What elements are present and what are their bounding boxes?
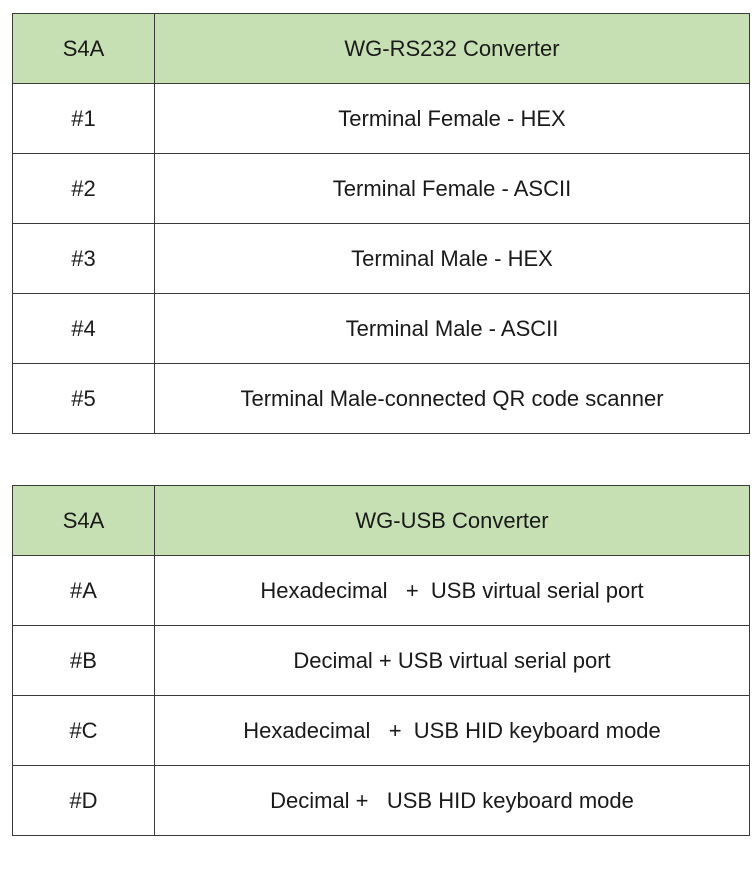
table-row — [13, 556, 750, 626]
table-row — [13, 696, 750, 766]
table-header-row — [13, 14, 750, 84]
table-row — [13, 294, 750, 364]
row-code: #A — [13, 556, 155, 626]
row-mode: Hexadecimal + USB virtual serial port — [155, 556, 750, 626]
table-row — [13, 154, 750, 224]
row-mode: Decimal + USB HID keyboard mode — [155, 766, 750, 836]
header-s4a: S4A — [13, 486, 155, 556]
table-header-row — [13, 486, 750, 556]
header-converter: WG-USB Converter — [155, 486, 750, 556]
row-mode: Terminal Male - HEX — [155, 224, 750, 294]
table-row — [13, 364, 750, 434]
row-code: #5 — [13, 364, 155, 434]
table-row — [13, 766, 750, 836]
table-row — [13, 626, 750, 696]
row-mode: Hexadecimal + USB HID keyboard mode — [155, 696, 750, 766]
usb-converter-table — [12, 485, 750, 836]
row-code: #C — [13, 696, 155, 766]
rs232-converter-table — [12, 13, 750, 434]
row-mode: Terminal Female - HEX — [155, 84, 750, 154]
row-mode: Terminal Male-connected QR code scanner — [155, 364, 750, 434]
row-mode: Terminal Male - ASCII — [155, 294, 750, 364]
row-code: #1 — [13, 84, 155, 154]
row-code: #D — [13, 766, 155, 836]
row-code: #3 — [13, 224, 155, 294]
row-mode: Decimal + USB virtual serial port — [155, 626, 750, 696]
table-row — [13, 84, 750, 154]
table-row — [13, 224, 750, 294]
row-code: #B — [13, 626, 155, 696]
header-s4a: S4A — [13, 14, 155, 84]
header-converter: WG-RS232 Converter — [155, 14, 750, 84]
row-code: #4 — [13, 294, 155, 364]
row-mode: Terminal Female - ASCII — [155, 154, 750, 224]
row-code: #2 — [13, 154, 155, 224]
